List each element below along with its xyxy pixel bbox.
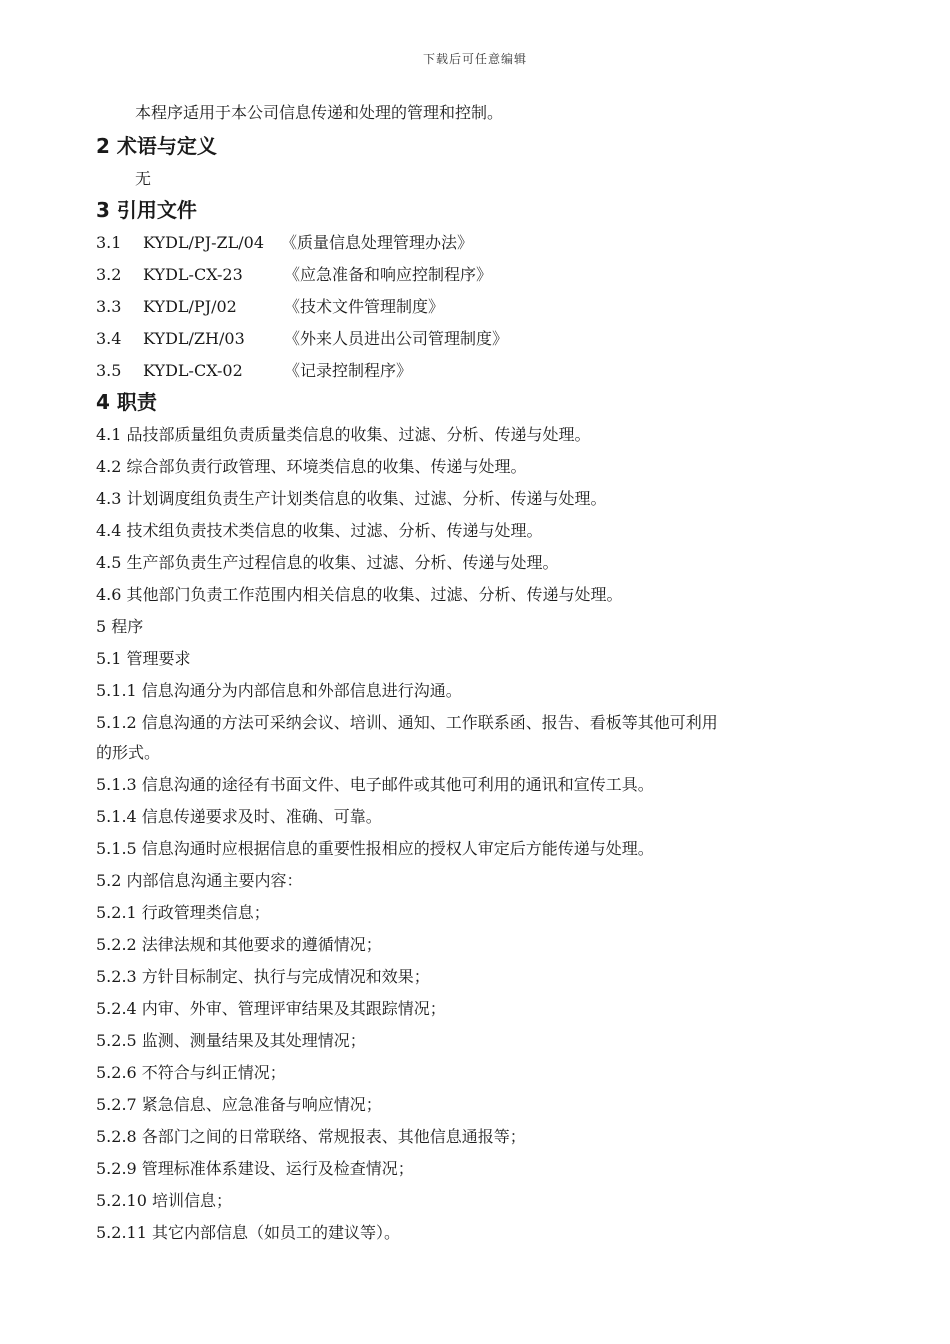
reference-title: 《技术文件管理制度》 [284,297,445,316]
content-item: 5.2.7 紧急信息、应急准备与响应情况； [96,1095,382,1114]
responsibility-item: 4.4 技术组负责技术类信息的收集、过滤、分析、传递与处理。 [96,521,543,540]
content-item: 5.2.4 内审、外审、管理评审结果及其跟踪情况； [96,999,446,1018]
content-item: 5.2.3 方针目标制定、执行与完成情况和效果； [96,967,430,986]
content-item: 5.2.11 其它内部信息（如员工的建议等）。 [96,1223,400,1242]
content-item: 5.2.8 各部门之间的日常联络、常规报表、其他信息通报等； [96,1127,526,1146]
procedure-item: 5.1.1 信息沟通分为内部信息和外部信息进行沟通。 [96,681,462,700]
procedure-item: 5.1.4 信息传递要求及时、准确、可靠。 [96,807,382,826]
procedure-item: 5.1.3 信息沟通的途径有书面文件、电子邮件或其他可利用的通讯和宣传工具。 [96,775,654,794]
procedure-item-continued: 的形式。 [96,743,161,762]
content-item: 5.2.10 培训信息； [96,1191,232,1210]
subsection-5-2-heading: 5.2 内部信息沟通主要内容： [96,871,303,890]
reference-code: KYDL-CX-02 [143,361,243,380]
section-4-heading: 4 职责 [96,390,157,414]
subsection-5-1-heading: 5.1 管理要求 [96,649,191,668]
responsibility-item: 4.1 品技部质量组负责质量类信息的收集、过滤、分析、传递与处理。 [96,425,591,444]
section-5-heading: 5 程序 [96,617,144,636]
section-2-body: 无 [135,169,152,188]
procedure-item: 5.1.5 信息沟通时应根据信息的重要性报相应的授权人审定后方能传递与处理。 [96,839,654,858]
responsibility-item: 4.6 其他部门负责工作范围内相关信息的收集、过滤、分析、传递与处理。 [96,585,623,604]
reference-number: 3.3 [96,297,122,316]
reference-title: 《记录控制程序》 [284,361,413,380]
responsibility-item: 4.2 综合部负责行政管理、环境类信息的收集、传递与处理。 [96,457,527,476]
section-2-heading: 2 术语与定义 [96,134,217,158]
content-item: 5.2.2 法律法规和其他要求的遵循情况； [96,935,382,954]
reference-title: 《质量信息处理管理办法》 [281,233,474,252]
reference-code: KYDL/PJ-ZL/04 [143,233,265,252]
reference-number: 3.4 [96,329,122,348]
reference-code: KYDL/PJ/02 [143,297,237,316]
reference-title: 《应急准备和响应控制程序》 [284,265,493,284]
reference-number: 3.2 [96,265,122,284]
responsibility-item: 4.3 计划调度组负责生产计划类信息的收集、过滤、分析、传递与处理。 [96,489,607,508]
content-item: 5.2.6 不符合与纠正情况； [96,1063,286,1082]
content-item: 5.2.9 管理标准体系建设、运行及检查情况； [96,1159,414,1178]
procedure-item: 5.1.2 信息沟通的方法可采纳会议、培训、通知、工作联系函、报告、看板等其他可利用 [96,713,718,732]
reference-title: 《外来人员进出公司管理制度》 [284,329,509,348]
page-header: 下载后可任意编辑 [422,52,527,66]
section-3-heading: 3 引用文件 [96,198,197,222]
content-item: 5.2.1 行政管理类信息； [96,903,270,922]
reference-code: KYDL/ZH/03 [143,329,245,348]
responsibility-item: 4.5 生产部负责生产过程信息的收集、过滤、分析、传递与处理。 [96,553,559,572]
intro-paragraph: 本程序适用于本公司信息传递和处理的管理和控制。 [135,103,504,122]
reference-number: 3.1 [96,233,122,252]
content-item: 5.2.5 监测、测量结果及其处理情况； [96,1031,366,1050]
reference-number: 3.5 [96,361,122,380]
reference-code: KYDL-CX-23 [143,265,243,284]
